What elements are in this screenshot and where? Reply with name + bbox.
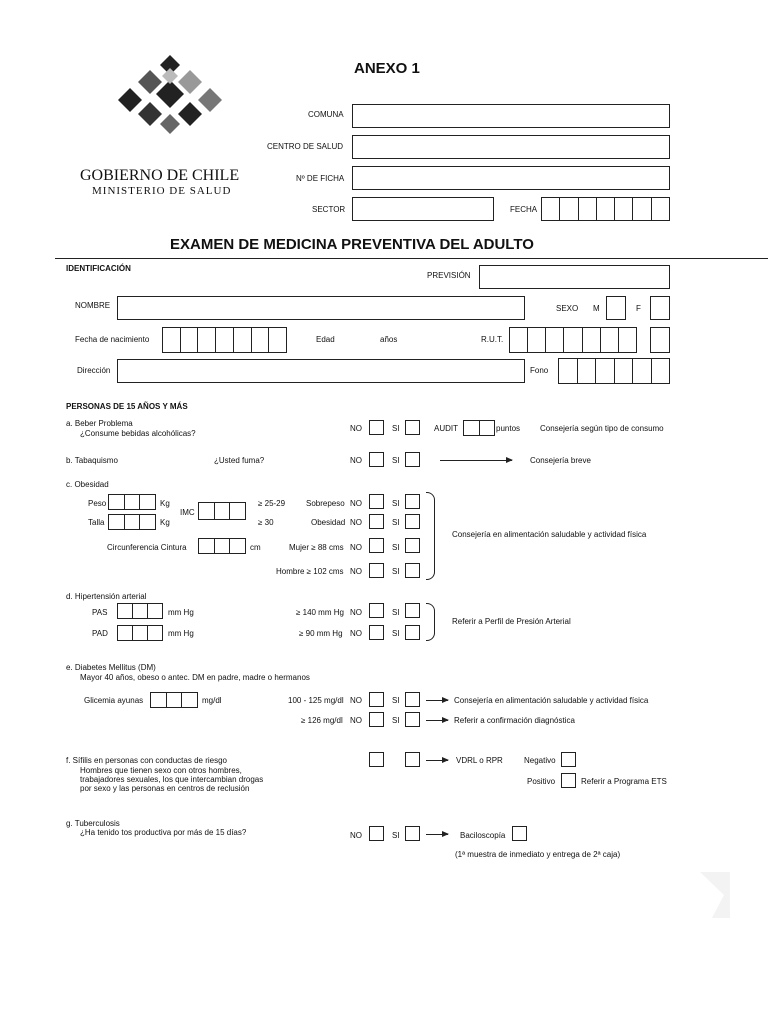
- pas-input[interactable]: [117, 603, 163, 619]
- c-no1-label: NO: [350, 499, 362, 508]
- negativo-checkbox[interactable]: [561, 752, 576, 767]
- g-title: g. Tuberculosis: [66, 819, 120, 828]
- g-no-checkbox[interactable]: [369, 826, 384, 841]
- imc-input[interactable]: [198, 502, 246, 520]
- d-no1-checkbox[interactable]: [369, 603, 384, 618]
- audit-puntos: puntos: [496, 424, 521, 433]
- edad-label: Edad: [316, 335, 335, 344]
- e-arrow1: [426, 700, 448, 701]
- imc-label: IMC: [180, 508, 195, 517]
- g-note: (1ª muestra de inmediato y entrega de 2ª caja): [455, 850, 621, 859]
- talla-kg: Kg: [160, 518, 170, 527]
- c-consejo: Consejería en alimentación saludable y actividad física: [452, 530, 647, 539]
- positivo-label: Positivo: [527, 777, 556, 786]
- b-title: b. Tabaquismo: [66, 456, 118, 465]
- negativo-label: Negativo: [524, 756, 556, 765]
- e-refer: Referir a confirmación diagnóstica: [454, 716, 575, 725]
- e-no2-label: NO: [350, 716, 362, 725]
- audit-label: AUDIT: [434, 424, 458, 433]
- c-si4-checkbox[interactable]: [405, 563, 420, 578]
- d-si2-checkbox[interactable]: [405, 625, 420, 640]
- imc-range1: ≥ 25-29: [258, 499, 286, 508]
- g-question: ¿Ha tenido tos productiva por más de 15 días?: [80, 828, 247, 837]
- prevision-input[interactable]: [479, 265, 670, 289]
- d-no1-label: NO: [350, 608, 362, 617]
- direccion-input[interactable]: [117, 359, 525, 383]
- glicemia-label: Glicemia ayunas: [84, 696, 144, 705]
- g-no-label: NO: [350, 831, 362, 840]
- vdrl-label: VDRL o RPR: [456, 756, 503, 765]
- d-brace: [426, 603, 435, 641]
- nacimiento-input[interactable]: [162, 327, 287, 353]
- peso-input[interactable]: [108, 494, 156, 510]
- obesidad-label: Obesidad: [311, 518, 346, 527]
- e-si2-checkbox[interactable]: [405, 712, 420, 727]
- e-title: e. Diabetes Mellitus (DM): [66, 663, 156, 672]
- sector-input[interactable]: [352, 197, 494, 221]
- a-no-label: NO: [350, 424, 362, 433]
- bacilo-label: Baciloscopía: [460, 831, 506, 840]
- gobierno-logo: [100, 50, 240, 160]
- g-si-checkbox[interactable]: [405, 826, 420, 841]
- c-si2-label: SI: [392, 518, 400, 527]
- c-no4-checkbox[interactable]: [369, 563, 384, 578]
- pad-mmhg: mm Hg: [168, 629, 194, 638]
- c-si3-label: SI: [392, 543, 400, 552]
- f-refer: Referir a Programa ETS: [581, 777, 667, 786]
- b-no-label: NO: [350, 456, 362, 465]
- positivo-checkbox[interactable]: [561, 773, 576, 788]
- sexo-f-box[interactable]: [650, 296, 670, 320]
- sexo-m-box[interactable]: [606, 296, 626, 320]
- pad-label: PAD: [92, 629, 108, 638]
- a-no-checkbox[interactable]: [369, 420, 384, 435]
- comuna-input[interactable]: [352, 104, 670, 128]
- gov-name: GOBIERNO DE CHILE: [80, 167, 240, 184]
- e-si1-checkbox[interactable]: [405, 692, 420, 707]
- a-title: a. Beber Problema: [66, 419, 133, 428]
- talla-input[interactable]: [108, 514, 156, 530]
- e-subtitle: Mayor 40 años, obeso o antec. DM en padre, madre o hermanos: [80, 673, 310, 682]
- cintura-cm: cm: [250, 543, 261, 552]
- e-no1-label: NO: [350, 696, 362, 705]
- cintura-input[interactable]: [198, 538, 246, 554]
- pad-input[interactable]: [117, 625, 163, 641]
- d-no2-checkbox[interactable]: [369, 625, 384, 640]
- fecha-label: FECHA: [510, 205, 538, 214]
- ficha-input[interactable]: [352, 166, 670, 190]
- cintura-label: Circunferencia Cintura: [107, 543, 187, 552]
- fono-label: Fono: [530, 366, 549, 375]
- title-divider: [55, 258, 768, 259]
- ministry-name: MINISTERIO DE SALUD: [92, 185, 232, 197]
- ficha-label: Nº DE FICHA: [296, 174, 345, 183]
- fecha-input[interactable]: [541, 197, 670, 221]
- f-line2: Hombres que tienen sexo con otros hombres,: [80, 766, 242, 775]
- e-si2-label: SI: [392, 716, 400, 725]
- d-si1-checkbox[interactable]: [405, 603, 420, 618]
- f-arrow: [426, 760, 448, 761]
- b-no-checkbox[interactable]: [369, 452, 384, 467]
- e-no2-checkbox[interactable]: [369, 712, 384, 727]
- d-no2-label: NO: [350, 629, 362, 638]
- centro-label: CENTRO DE SALUD: [267, 142, 344, 151]
- peso-kg: Kg: [160, 499, 170, 508]
- nombre-input[interactable]: [117, 296, 525, 320]
- b-question: ¿Usted fuma?: [214, 456, 265, 465]
- c-si1-label: SI: [392, 499, 400, 508]
- direccion-label: Dirección: [77, 366, 111, 375]
- nombre-label: NOMBRE: [75, 301, 111, 310]
- glicemia-input[interactable]: [150, 692, 198, 708]
- bacilo-checkbox[interactable]: [512, 826, 527, 841]
- ident-section: IDENTIFICACIÓN: [66, 264, 131, 273]
- sexo-f-label: F: [636, 304, 641, 313]
- imc-range2: ≥ 30: [258, 518, 274, 527]
- prevision-label: PREVISIÓN: [427, 271, 471, 280]
- sector-label: SECTOR: [312, 205, 346, 214]
- c-si1-checkbox[interactable]: [405, 494, 420, 509]
- corner-decoration: [700, 872, 740, 918]
- sobrepeso-label: Sobrepeso: [306, 499, 345, 508]
- e-consejo: Consejería en alimentación saludable y actividad física: [454, 696, 649, 705]
- rut-dv-input[interactable]: [650, 327, 670, 353]
- d-si1-label: SI: [392, 608, 400, 617]
- b-si-checkbox[interactable]: [405, 452, 420, 467]
- comuna-label: COMUNA: [308, 110, 344, 119]
- pas-mmhg: mm Hg: [168, 608, 194, 617]
- rut-input[interactable]: [509, 327, 637, 353]
- c-no1-checkbox[interactable]: [369, 494, 384, 509]
- pas-range: ≥ 140 mm Hg: [296, 608, 344, 617]
- d-refer: Referir a Perfil de Presión Arterial: [452, 617, 571, 626]
- annex-title: ANEXO 1: [354, 60, 420, 77]
- e-no1-checkbox[interactable]: [369, 692, 384, 707]
- sexo-m-label: M: [593, 304, 600, 313]
- g-arrow: [426, 834, 448, 835]
- centro-input[interactable]: [352, 135, 670, 159]
- e-range1: 100 - 125 mg/dl: [288, 696, 344, 705]
- e-si1-label: SI: [392, 696, 400, 705]
- c-no4-label: NO: [350, 567, 362, 576]
- c-brace: [426, 492, 435, 580]
- peso-label: Peso: [88, 499, 107, 508]
- a-si-checkbox[interactable]: [405, 420, 420, 435]
- fono-input[interactable]: [558, 358, 670, 384]
- a-question: ¿Consume bebidas alcohólicas?: [80, 429, 196, 438]
- f-line1: f. Sífilis en personas con conductas de riesgo: [66, 756, 227, 765]
- c-si2-checkbox[interactable]: [405, 514, 420, 529]
- b-arrow: [440, 460, 512, 461]
- c-title: c. Obesidad: [66, 480, 109, 489]
- c-si3-checkbox[interactable]: [405, 538, 420, 553]
- audit-input[interactable]: [463, 420, 495, 436]
- c-no3-checkbox[interactable]: [369, 538, 384, 553]
- glicemia-mgdl: mg/dl: [202, 696, 222, 705]
- pad-range: ≥ 90 mm Hg: [299, 629, 343, 638]
- rut-label: R.U.T.: [481, 335, 504, 344]
- hombre-label: Hombre ≥ 102 cms: [276, 567, 344, 576]
- mujer-label: Mujer ≥ 88 cms: [289, 543, 344, 552]
- c-no3-label: NO: [350, 543, 362, 552]
- nacimiento-label: Fecha de nacimiento: [75, 335, 150, 344]
- f-line3: trabajadores sexuales, los que intercambian drogas: [80, 775, 264, 784]
- form-title: EXAMEN DE MEDICINA PREVENTIVA DEL ADULTO: [170, 236, 534, 253]
- a-si-label: SI: [392, 424, 400, 433]
- pas-label: PAS: [92, 608, 108, 617]
- sexo-label: SEXO: [556, 304, 579, 313]
- d-si2-label: SI: [392, 629, 400, 638]
- c-si4-label: SI: [392, 567, 400, 576]
- a-consejo: Consejería según tipo de consumo: [540, 424, 664, 433]
- f-checkbox2[interactable]: [405, 752, 420, 767]
- e-range2: ≥ 126 mg/dl: [301, 716, 343, 725]
- d-title: d. Hipertensión arterial: [66, 592, 147, 601]
- c-no2-label: NO: [350, 518, 362, 527]
- personas-section: PERSONAS DE 15 AÑOS Y MÁS: [66, 402, 188, 411]
- talla-label: Talla: [88, 518, 105, 527]
- c-no2-checkbox[interactable]: [369, 514, 384, 529]
- f-checkbox1[interactable]: [369, 752, 384, 767]
- f-line4: por sexo y las personas en centros de reclusión: [80, 784, 250, 793]
- g-si-label: SI: [392, 831, 400, 840]
- b-consejo: Consejería breve: [530, 456, 591, 465]
- anos-label: años: [380, 335, 398, 344]
- e-arrow2: [426, 720, 448, 721]
- b-si-label: SI: [392, 456, 400, 465]
